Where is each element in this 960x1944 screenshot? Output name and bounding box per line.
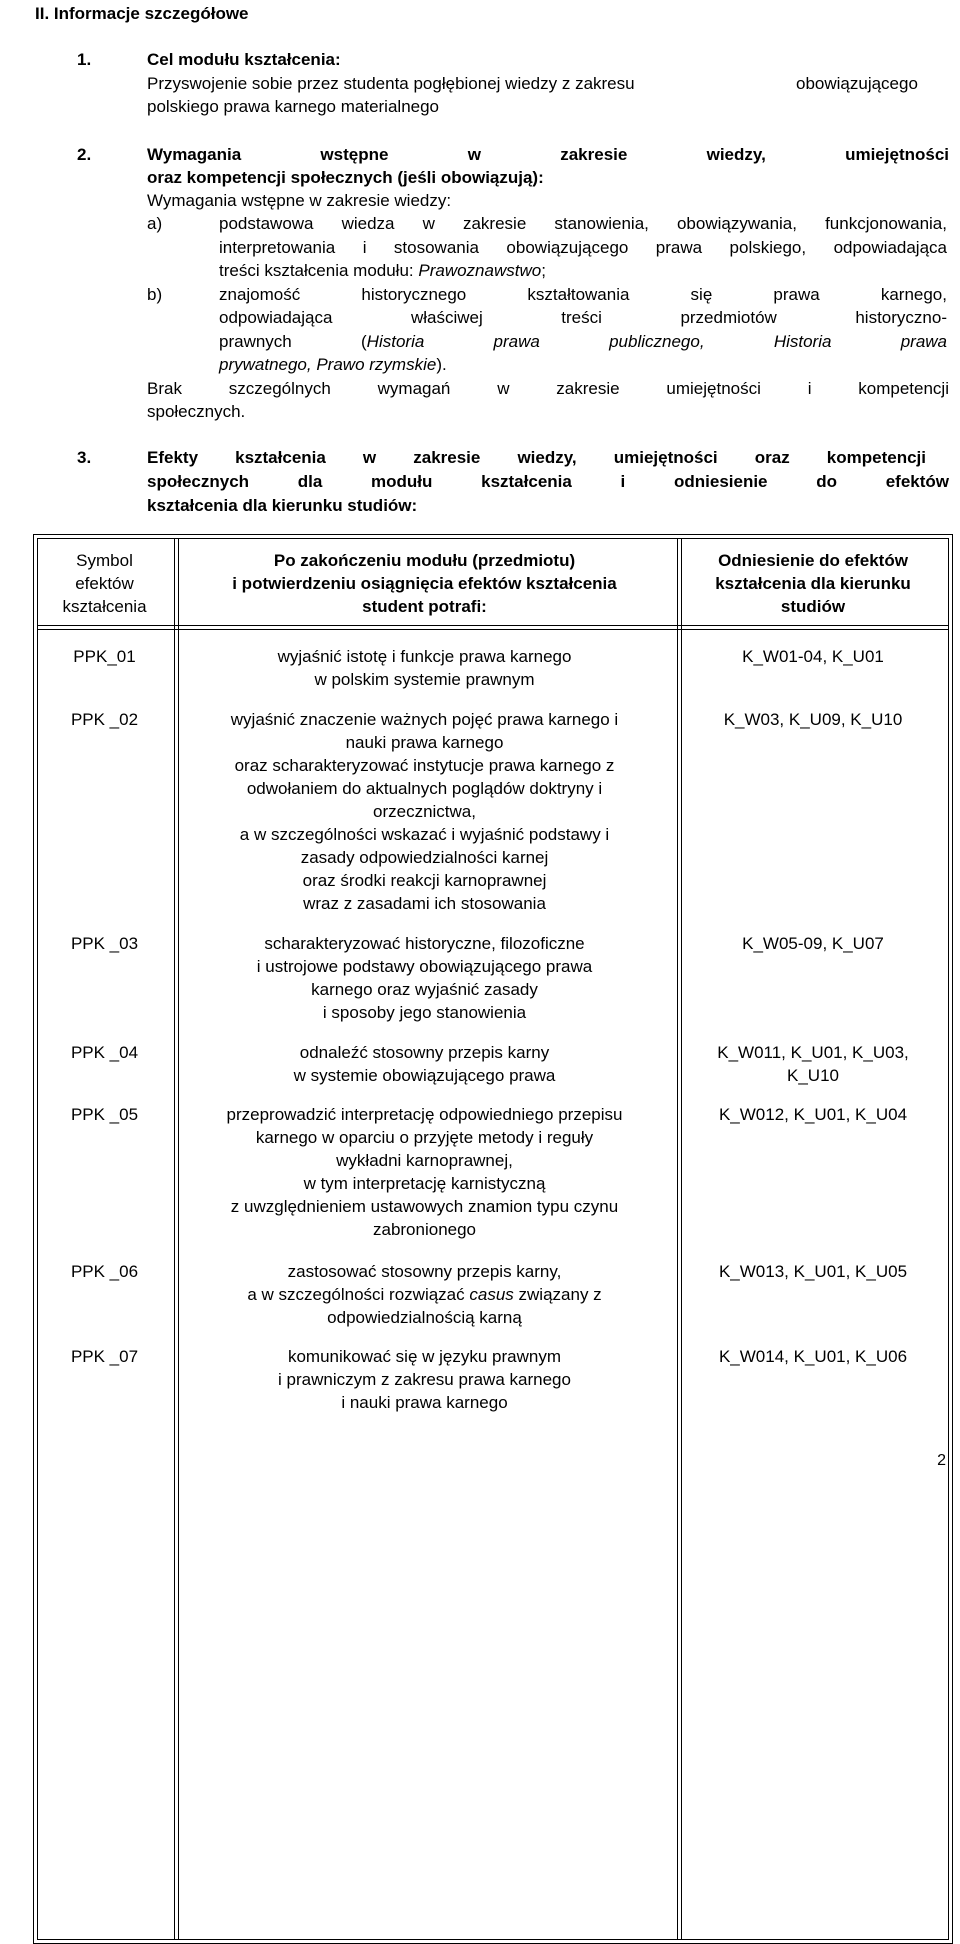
header-symbol-line: Symbol — [76, 551, 133, 570]
effect-line: karnego w oparciu o przyjęte metody i reguły — [255, 1128, 594, 1147]
header-reference-line: kształcenia dla kierunku — [715, 574, 911, 593]
header-reference — [679, 549, 947, 618]
table-row-symbol: PPK _07 — [70, 1347, 139, 1366]
section-3-title-line1: Efekty kształcenia w zakresie wiedzy, umiejętności oraz kompetencji — [147, 448, 926, 467]
table-row-reference: K_W03, K_U09, K_U10 — [723, 710, 903, 729]
item-b-line1: znajomość historycznego kształtowania się prawa karnego, — [219, 285, 947, 304]
table-row-reference: K_W05-09, K_U07 — [742, 934, 884, 953]
effect-line: komunikować się w języku prawnym — [287, 1347, 562, 1366]
effect-line: odwołaniem do aktualnych poglądów doktryny i — [246, 779, 603, 798]
header-effect — [176, 549, 673, 618]
section-1-title: Cel modułu kształcenia: — [147, 50, 341, 69]
item-b-line4-end: ). — [436, 355, 447, 374]
item-b-line3-text: prawnych ( — [219, 332, 367, 351]
effect-line: z uwzględnieniem ustawowych znamion typu czynu — [230, 1197, 619, 1216]
section-1-text-line1-end: obowiązującego — [796, 74, 918, 93]
effect-line: wyjaśnić znaczenie ważnych pojęć prawa karnego i — [230, 710, 619, 729]
table-row-effect — [176, 1260, 673, 1329]
section-2-title-line1: Wymagania wstępne w zakresie wiedzy, umiejętności — [147, 145, 949, 164]
item-b-label: b) — [147, 285, 163, 304]
table-row-reference: K_W01-04, K_U01 — [742, 647, 884, 666]
effect-line: przeprowadzić interpretację odpowiedniego przepisu — [226, 1105, 623, 1124]
item-b-line3 — [219, 330, 947, 353]
table-row-effect — [176, 645, 673, 691]
table-row-reference: K_W012, K_U01, K_U04 — [718, 1105, 908, 1124]
section-3-number: 3. — [77, 448, 92, 467]
section-2-title-line2: oraz kompetencji społecznych (jeśli obowiązują): — [147, 168, 544, 187]
effect-line: orzecznictwa, — [373, 802, 476, 821]
effect-line: a w szczególności wskazać i wyjaśnić podstawy i — [239, 825, 610, 844]
item-a-line3 — [219, 259, 546, 282]
column-separator-2b — [681, 539, 682, 1939]
header-effect-line: i potwierdzeniu osiągnięcia efektów kształcenia — [232, 574, 617, 593]
page-number: 2 — [937, 1452, 946, 1469]
table-row-reference: K_W014, K_U01, K_U06 — [718, 1347, 908, 1366]
effect-line: wyjaśnić istotę i funkcje prawa karnego — [277, 647, 572, 666]
table-row-effect — [176, 1103, 673, 1241]
reference-line: K_U10 — [787, 1066, 839, 1085]
effect-line-part: a w szczególności rozwiązać — [247, 1285, 465, 1304]
table-row-symbol: PPK _06 — [70, 1262, 139, 1281]
item-a-line3-end: ; — [541, 261, 546, 280]
section-1-number: 1. — [77, 50, 92, 69]
effect-line-italic: casus — [469, 1285, 514, 1304]
column-separator-2 — [677, 539, 678, 1939]
effect-line — [176, 1283, 673, 1306]
effect-line: w tym interpretację karnistyczną — [303, 1174, 546, 1193]
table-row-symbol: PPK _04 — [70, 1043, 139, 1062]
brak-line2: społecznych. — [147, 402, 246, 421]
header-effect-line: student potrafi: — [362, 597, 487, 616]
item-a-label: a) — [147, 214, 163, 233]
effect-line: scharakteryzować historyczne, filozoficzne — [264, 934, 585, 953]
effect-line: i nauki prawa karnego — [341, 1393, 508, 1412]
item-a-line2: interpretowania i stosowania obowiązującego prawa polskiego, odpowiadająca — [219, 238, 947, 257]
header-reference-line: Odniesienie do efektów — [718, 551, 908, 570]
effect-line: zasady odpowiedzialności karnej — [300, 848, 549, 867]
section-3-title-line3: kształcenia dla kierunku studiów: — [147, 496, 418, 515]
header-symbol-line: kształcenia — [62, 597, 147, 616]
table-row-effect — [176, 708, 673, 915]
header-reference-line: studiów — [780, 597, 846, 616]
item-b-line4-italic: prywatnego, Prawo rzymskie — [219, 355, 437, 374]
section-1-text-line2: polskiego prawa karnego materialnego — [147, 97, 440, 116]
header-symbol — [37, 549, 172, 618]
table-row-symbol: PPK _02 — [70, 710, 139, 729]
table-row-reference — [679, 1041, 947, 1087]
header-effect-line: Po zakończeniu modułu (przedmiotu) — [273, 551, 576, 570]
effect-line: wykładni karnoprawnej, — [336, 1151, 513, 1170]
section-2-number: 2. — [77, 145, 92, 164]
item-b-line2: odpowiadająca właściwej treści przedmiotów historyczno- — [219, 308, 947, 327]
effect-line: oraz środki reakcji karnoprawnej — [302, 871, 547, 890]
table-row-symbol: PPK _03 — [70, 934, 139, 953]
effect-line: karnego oraz wyjaśnić zasady — [311, 980, 538, 999]
section-2-intro: Wymagania wstępne w zakresie wiedzy: — [147, 191, 452, 210]
table-row-effect — [176, 1345, 673, 1414]
effect-line: i sposoby jego stanowienia — [322, 1003, 527, 1022]
section-title: II. Informacje szczegółowe — [35, 4, 249, 23]
table-row-symbol: PPK_01 — [73, 647, 136, 666]
table-row-effect — [176, 1041, 673, 1087]
table-row-symbol: PPK _05 — [70, 1105, 139, 1124]
effect-line: zastosować stosowny przepis karny, — [287, 1262, 562, 1281]
table-row-effect — [176, 932, 673, 1024]
header-symbol-line: efektów — [75, 574, 134, 593]
effect-line: zabronionego — [372, 1220, 477, 1239]
item-b-line3-italic: Historia prawa publicznego, Historia prawa — [366, 332, 947, 351]
effect-line: odnaleźć stosowny przepis karny — [299, 1043, 550, 1062]
effect-line: nauki prawa karnego — [345, 733, 504, 752]
item-a-line1: podstawowa wiedza w zakresie stanowienia, obowiązywania, funkcjonowania, — [219, 214, 947, 233]
reference-line: K_W011, K_U01, K_U03, — [717, 1043, 909, 1062]
effect-line: odpowiedzialnością karną — [327, 1308, 522, 1327]
effect-line: w polskim systemie prawnym — [314, 670, 535, 689]
effect-line: oraz scharakteryzować instytucje prawa karnego z — [234, 756, 615, 775]
brak-line1: Brak szczególnych wymagań w zakresie umiejętności i kompetencji — [147, 379, 949, 398]
item-a-line3-text: treści kształcenia modułu: — [219, 261, 414, 280]
item-b-line4 — [219, 353, 447, 376]
effect-line-part: związany z — [518, 1285, 602, 1304]
effect-line: i prawniczym z zakresu prawa karnego — [278, 1370, 571, 1389]
effect-line: i ustrojowe podstawy obowiązującego prawa — [256, 957, 593, 976]
table-row-reference: K_W013, K_U01, K_U05 — [718, 1262, 908, 1281]
effect-line: w systemie obowiązującego prawa — [293, 1066, 556, 1085]
section-3-title-line2: społecznych dla modułu kształcenia i odniesienie do efektów — [147, 472, 949, 491]
section-1-text-line1: Przyswojenie sobie przez studenta pogłębionej wiedzy z zakresu — [147, 74, 635, 93]
column-separator-1 — [174, 539, 175, 1939]
effect-line: wraz z zasadami ich stosowania — [303, 894, 546, 913]
item-a-line3-italic: Prawoznawstwo — [418, 261, 542, 280]
